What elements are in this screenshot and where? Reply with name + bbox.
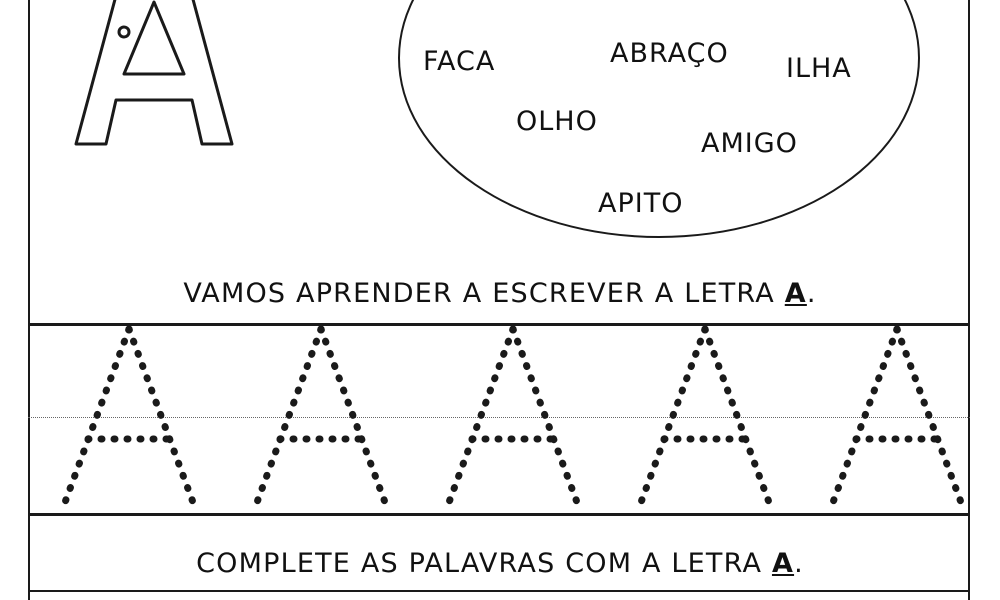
instruction-2-letter: A [771,548,795,579]
page-border-bottom [28,590,970,592]
bubble-word-abraco: ABRAÇO [610,38,729,69]
instruction-2-period: . [794,548,804,579]
instruction-1-text: VAMOS APRENDER A ESCREVER A LETRA [183,278,785,309]
tracing-letter-a-4[interactable] [620,323,790,516]
bubble-word-olho: OLHO [516,106,598,137]
tracing-row [28,323,970,516]
instruction-2-text: COMPLETE AS PALAVRAS COM A LETRA [196,548,772,579]
tracing-letter-a-2[interactable] [236,323,406,516]
big-outline-letter-a [58,0,248,158]
tracing-letter-a-5[interactable] [812,323,982,516]
instruction-1-period: . [806,278,817,309]
instruction-write-letter [30,278,970,309]
bubble-word-ilha: ILHA [786,53,852,84]
instruction-1-letter: A [784,278,807,309]
bubble-word-amigo: AMIGO [701,128,798,159]
tracing-letter-a-3[interactable] [428,323,598,516]
tracing-letter-a-1[interactable] [44,323,214,516]
instruction-complete-words [30,548,970,579]
word-bubble [398,0,920,238]
bubble-word-apito: APITO [598,188,684,219]
bubble-word-faca: FACA [423,46,496,77]
